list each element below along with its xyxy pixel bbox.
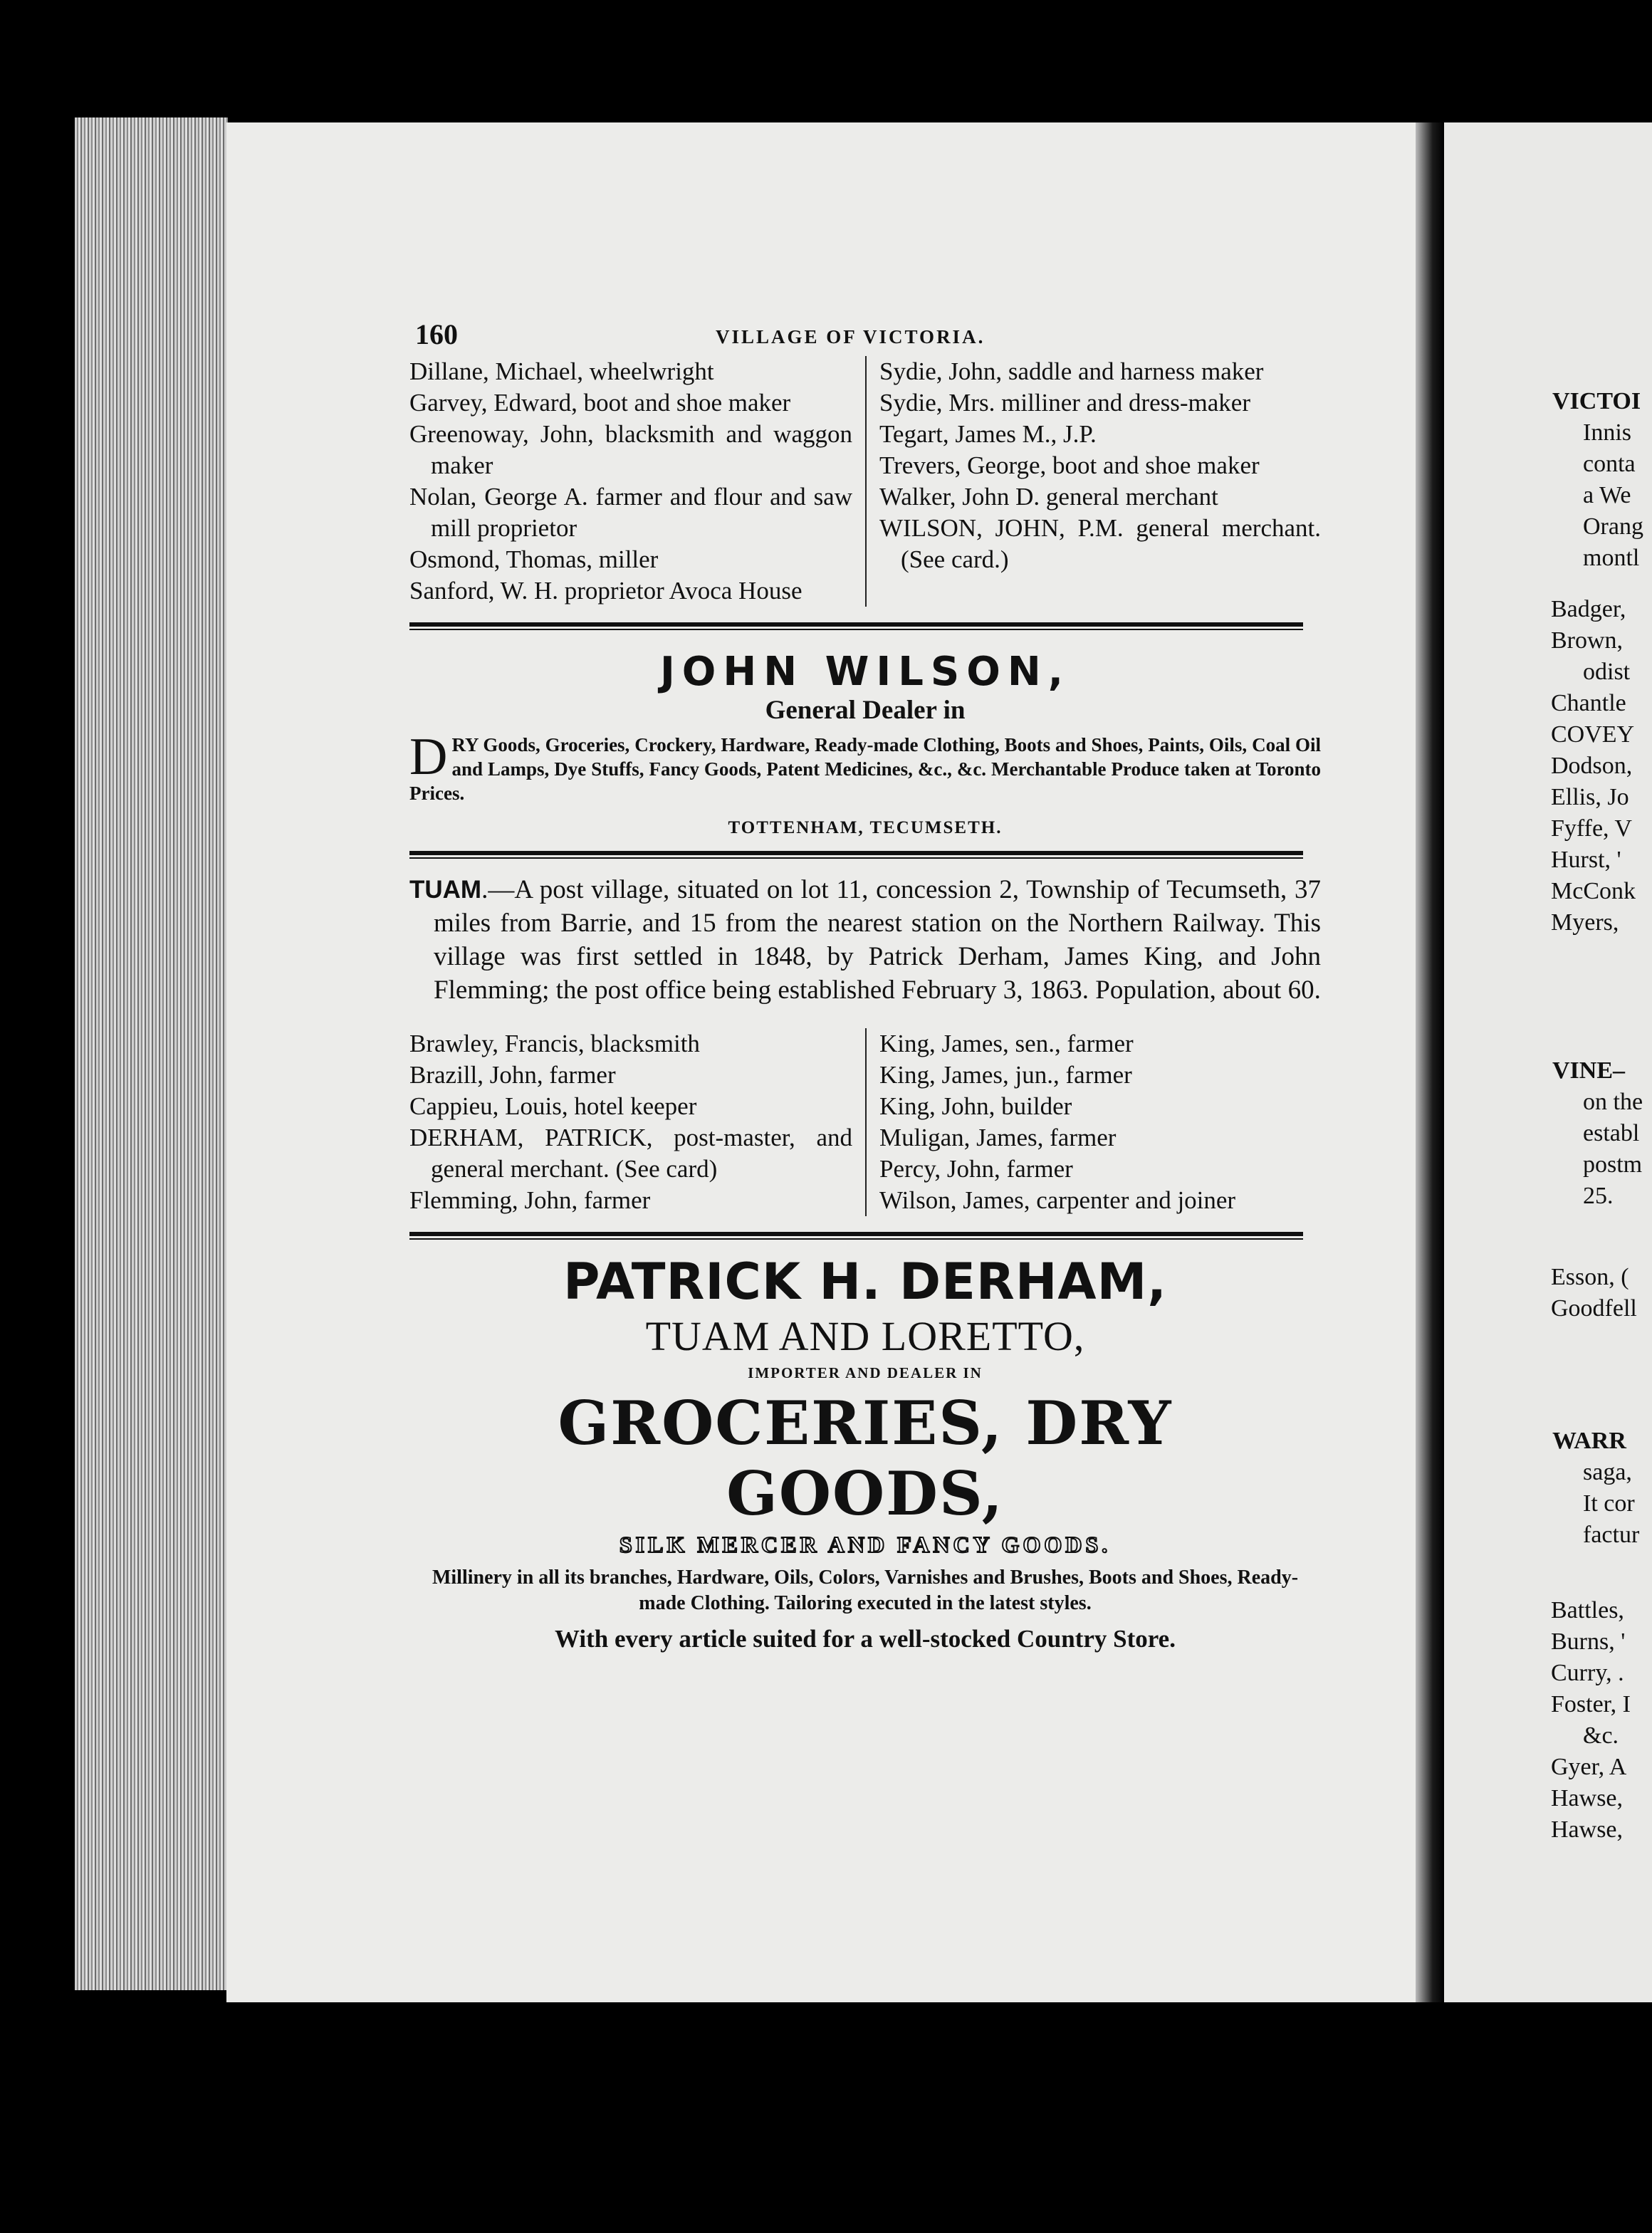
advertiser-name: JOHN WILSON, <box>659 649 1071 695</box>
fragment-text: on the <box>1583 1089 1643 1115</box>
fragment-text: Goodfell <box>1551 1295 1637 1322</box>
fragment-text: Foster, I <box>1551 1691 1631 1717</box>
directory-entry: Walker, John D. general merchant <box>879 483 1218 511</box>
book-gutter <box>1416 122 1444 2002</box>
fragment-text: Hawse, <box>1551 1816 1624 1843</box>
fragment-text: Myers, <box>1551 909 1619 936</box>
fragment-text: factur <box>1583 1522 1640 1548</box>
book-page-edges <box>75 117 228 1990</box>
advertiser-location: TOTTENHAM, TECUMSETH. <box>728 818 1003 837</box>
advertisement-body <box>409 728 1321 805</box>
right-page-fragment <box>1444 122 1652 2002</box>
fragment-text: a We <box>1583 482 1631 508</box>
directory-entry: Percy, John, farmer <box>879 1155 1073 1183</box>
directory-entry: Wilson, James, carpenter and joiner <box>879 1186 1236 1214</box>
section-rule <box>409 1232 1303 1240</box>
directory-entry: Muligan, James, farmer <box>879 1124 1117 1151</box>
directory-entry: Trevers, George, boot and shoe maker <box>879 451 1260 479</box>
fragment-text: conta <box>1583 451 1636 477</box>
directory-column-left <box>409 1028 865 1216</box>
fragment-text: COVEY <box>1551 721 1635 748</box>
fragment-text: Hawse, <box>1551 1785 1624 1811</box>
directory-entry: Sydie, Mrs. milliner and dress-maker <box>879 389 1251 417</box>
directory-entry: King, James, sen., farmer <box>879 1030 1134 1057</box>
fragment-text: postm <box>1583 1151 1643 1178</box>
wilson-advertisement <box>409 649 1321 838</box>
fragment-text: Hurst, ' <box>1551 847 1621 873</box>
fragment-text: Chantle <box>1551 690 1626 716</box>
advertiser-subtitle: General Dealer in <box>765 696 966 725</box>
directory-entry: WILSON, JOHN, P.M. general merchant. (See card.) <box>879 514 1321 573</box>
fragment-text: VICTOI <box>1552 388 1641 414</box>
fragment-text: Orang <box>1583 513 1643 540</box>
fragment-text: montl <box>1583 545 1640 571</box>
page-content <box>409 313 1321 1653</box>
fragment-text: odist <box>1583 659 1631 685</box>
place-name: TUAM <box>409 876 482 904</box>
fragment-text: Brown, <box>1551 627 1624 654</box>
importer-line: IMPORTER AND DEALER IN <box>748 1364 983 1381</box>
directory-entry: King, John, builder <box>879 1092 1072 1120</box>
directory-column-right <box>865 1028 1321 1216</box>
directory-entry: King, James, jun., farmer <box>879 1061 1132 1089</box>
directory-entry: Greenoway, John, blacksmith and waggon maker <box>409 420 852 479</box>
fragment-text: It cor <box>1583 1490 1635 1517</box>
tagline: With every article suited for a well-stocked Country Store. <box>555 1625 1176 1653</box>
directory-entry: Osmond, Thomas, miller <box>409 545 659 573</box>
directory-entry: DERHAM, PATRICK, post-master, and general merchant. (See card) <box>409 1124 852 1183</box>
directory-column-left <box>409 356 865 607</box>
goods-headline: GROCERIES, DRY GOODS, <box>558 1388 1173 1529</box>
section-rule <box>409 851 1303 859</box>
tuam-directory <box>409 1028 1321 1216</box>
fragment-text: 25. <box>1583 1183 1614 1209</box>
directory-entry: Cappieu, Louis, hotel keeper <box>409 1092 697 1120</box>
fragment-text: Esson, ( <box>1551 1264 1629 1290</box>
fragment-text: McConk <box>1551 878 1636 904</box>
victoria-directory <box>409 356 1321 607</box>
fragment-text: saga, <box>1583 1459 1632 1485</box>
fragment-text: Fyffe, V <box>1551 815 1632 842</box>
directory-entry: Brazill, John, farmer <box>409 1061 616 1089</box>
advertiser-name: PATRICK H. DERHAM, <box>563 1253 1167 1311</box>
fragment-text: Dodson, <box>1551 753 1633 779</box>
fragment-text: Innis <box>1583 419 1631 446</box>
silk-mercer-line: SILK MERCER AND FANCY GOODS. <box>619 1532 1112 1557</box>
running-title: VILLAGE OF VICTORIA. <box>716 326 986 347</box>
fragment-text: Badger, <box>1551 596 1626 622</box>
directory-column-right <box>865 356 1321 607</box>
directory-entry: Sydie, John, saddle and harness maker <box>879 357 1264 385</box>
derham-advertisement <box>409 1253 1321 1653</box>
advertisement-text: RY Goods, Groceries, Crockery, Hardware, Ready-made Clothing, Boots and Shoes, Paints, Oils, Coal Oil and Lamps, Dye Stuffs, Fancy Goods, Patent Medicines, &c., &c. Merchantable Produce taken at Toronto Prices. <box>409 734 1321 804</box>
advertiser-location: TUAM AND LORETTO, <box>645 1313 1085 1359</box>
drop-cap: D <box>409 728 448 786</box>
fragment-text: Curry, . <box>1551 1660 1624 1686</box>
fragment-text: establ <box>1583 1120 1640 1146</box>
fragment-text: Gyer, A <box>1551 1754 1627 1780</box>
directory-entry: Tegart, James M., J.P. <box>879 420 1097 448</box>
directory-entry: Brawley, Francis, blacksmith <box>409 1030 700 1057</box>
directory-entry: Sanford, W. H. proprietor Avoca House <box>409 577 803 605</box>
fragment-text: WARR <box>1552 1428 1626 1454</box>
tuam-description <box>409 873 1321 1007</box>
directory-entry: Dillane, Michael, wheelwright <box>409 357 714 385</box>
running-header <box>409 313 1321 356</box>
page-number: 160 <box>415 318 458 350</box>
millinery-text: Millinery in all its branches, Hardware, Oils, Colors, Varnishes and Brushes, Boots and Shoes, Ready-made Clothing. Tailoring executed in the latest styles. <box>432 1567 1299 1614</box>
directory-entry: Garvey, Edward, boot and shoe maker <box>409 389 791 417</box>
fragment-text: &c. <box>1583 1722 1619 1749</box>
directory-entry: Flemming, John, farmer <box>409 1186 651 1214</box>
fragment-text: VINE– <box>1552 1057 1626 1084</box>
fragment-text: Burns, ' <box>1551 1628 1626 1655</box>
directory-entry: Nolan, George A. farmer and flour and saw mill proprietor <box>409 483 852 542</box>
section-rule <box>409 622 1303 630</box>
fragment-text: Battles, <box>1551 1597 1624 1623</box>
place-description: .—A post village, situated on lot 11, concession 2, Township of Tecumseth, 37 miles from Barrie, and 15 from the nearest station on the Northern Railway. This village was first settled in 1848, by Patrick Derham, James King, and John Flemming; the post office being established February 3, 1863. Population, about 60. <box>434 875 1321 1005</box>
fragment-text: Ellis, Jo <box>1551 784 1629 810</box>
